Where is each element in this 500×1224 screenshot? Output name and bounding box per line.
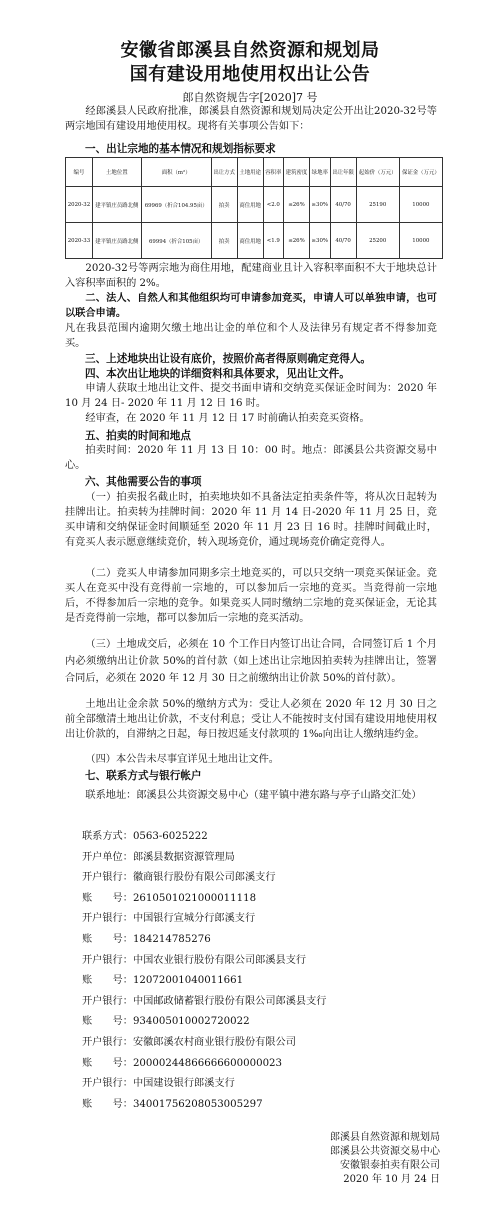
table-cell: 40/70 <box>330 223 356 259</box>
table-cell: 建平镇庄员路北侧 <box>92 223 141 259</box>
contact-line <box>82 951 306 966</box>
table-header-cell: 起始价（万元） <box>356 158 399 187</box>
contact-line <box>82 1054 282 1069</box>
table-cell: 拍卖 <box>211 187 237 223</box>
section-6-item-1: （一）拍卖报名截止时，拍卖地块如不具备法定拍卖条件等，将从次日起转为挂牌出让。拍卖转为挂牌时间：2020 年 11 月 14 日-2020 年 11 月 25 日，竞买申请和交纳保证金时间顺延至 2020 年 11 月 23 日 16 时。挂牌时间截止时，有竞买人表示愿意继续竞价，转入现场竞价，通过现场竞价确定竞得人。 <box>65 492 437 548</box>
contact-line-value: 34001756208053005297 <box>132 1098 263 1110</box>
document-number: 郎自然资规告字[2020]7 号 <box>182 91 318 104</box>
table-row <box>66 187 443 223</box>
contact-line-value: 安徽郎溪农村商业银行股份有限公司 <box>132 1037 296 1048</box>
contact-line-label: 开户银行： <box>82 872 133 884</box>
contact-line <box>82 909 255 924</box>
table-cell: 2020-32 <box>66 187 93 223</box>
table-cell: 69969（折合104.95亩） <box>141 187 211 223</box>
section-6-item-3b: 土地出让金余款 50%的缴纳方式为：受让人必须在 2020 年 12 月 30 日之前全部缴清土地出让价款，不支付利息；受让人不能按时支付国有建设用地使用权出让价款的，自滞纳之日起，每日按迟延支付款项的 1‰向出让人缴纳违约金。 <box>65 699 437 740</box>
contact-line-label: 开户单位： <box>82 851 133 863</box>
contact-line-value: 中国建设银行郎溪支行 <box>132 1078 235 1090</box>
section-3-heading: 三、上述地块出让设有底价，按照价高者得原则确定竞得人。 <box>85 353 372 365</box>
contact-line-value: 0563-6025222 <box>132 831 208 842</box>
section-4-text-1: 申请人获取土地出让文件、提交书面申请和交纳竞买保证金时间为：2020 年 10 月 24 日- 2020 年 11 月 12 日 16 时。 <box>65 383 437 409</box>
table-header-cell: 土地位置 <box>92 158 141 187</box>
section-7-heading: 七、联系方式与银行帐户 <box>85 770 202 782</box>
contact-line-value: 12072001040011661 <box>132 975 244 987</box>
contact-line-value: 20000244866666600000023 <box>132 1057 283 1069</box>
contact-line-value: 中国农业银行股份有限公司郎溪县支行 <box>132 954 307 966</box>
section-4-heading: 四、本次出让地块的详细资料和具体要求，见出让文件。 <box>85 368 350 380</box>
table-cell: 商住用地 <box>237 187 263 223</box>
contact-line <box>82 1033 296 1048</box>
table-cell: 25200 <box>356 223 399 259</box>
table-header-cell: 绿地率 <box>309 158 330 187</box>
table-row <box>66 223 443 259</box>
table-header-cell: 容积率 <box>263 158 283 187</box>
contact-address-label: 联系地址： <box>85 790 137 801</box>
table-header-cell: 建筑密度 <box>283 158 309 187</box>
table-header-cell: 土地用途 <box>237 158 263 187</box>
table-cell: ≤26% <box>283 223 309 259</box>
contact-line-label: 账 号： <box>82 934 133 945</box>
signature-date: 2020 年 10 月 24 日 <box>343 1174 440 1185</box>
table-header-cell: 面积（m²） <box>141 158 211 187</box>
section-1-note: 2020-32号等两宗地为商住用地，配建商业且计入容积率面积不大于地块总计入容积率面积的 2%。 <box>65 263 437 289</box>
table-cell: ≥30% <box>309 223 330 259</box>
section-1-heading: 一、出让宗地的基本情况和规划指标要求 <box>85 143 276 155</box>
contact-line <box>82 827 208 842</box>
table-cell: 拍卖 <box>211 223 237 259</box>
signature-org-1: 郎溪县自然资源和规划局 <box>330 1132 440 1143</box>
section-2-text: 凡在我县范围内逾期欠缴土地出让金的单位和个人及法律另有规定者不得参加竞买。 <box>65 323 437 349</box>
table-header-cell: 保证金（万元） <box>399 158 442 187</box>
table-cell: 商住用地 <box>237 223 263 259</box>
contact-line-label: 开户银行： <box>82 954 133 966</box>
table-cell: 40/70 <box>330 187 356 223</box>
section-6-item-4: （四）本公告未尽事宜详见土地出让文件。 <box>85 754 279 765</box>
contact-line-value: 徽商银行股份有限公司郎溪支行 <box>132 872 276 884</box>
signature-org-3: 安徽银泰拍卖有限公司 <box>340 1160 440 1171</box>
contact-address <box>65 786 445 806</box>
contact-line <box>82 1095 263 1110</box>
section-6-heading: 六、其他需要公告的事项 <box>85 476 202 488</box>
title-line-1: 安徽省郎溪县自然资源和规划局 <box>120 40 380 61</box>
table-header-row <box>66 158 443 187</box>
contact-line-label: 开户银行： <box>82 1078 133 1090</box>
contact-line-label: 账 号： <box>82 892 133 904</box>
contact-line-label: 账 号： <box>82 1098 133 1110</box>
table-cell: 建平镇庄员路北侧 <box>92 187 141 223</box>
contact-line-label: 账 号： <box>82 1057 133 1069</box>
contact-line-label: 账 号： <box>82 975 133 987</box>
contact-line <box>82 848 235 863</box>
contact-address-value: 郎溪县公共资源交易中心（建平镇中港东路与亭子山路交汇处） <box>136 790 422 801</box>
table-header-cell: 出让年限 <box>330 158 356 187</box>
table-cell: 10000 <box>399 187 442 223</box>
table-header-cell: 出让方式 <box>211 158 237 187</box>
section-2-heading: 二、法人、自然人和其他组织均可申请参加竞买，申请人可以单独申请，也可以联合申请。 <box>65 293 437 319</box>
section-5-heading: 五、拍卖的时间和地点 <box>85 430 191 442</box>
table-cell: <1.9 <box>263 223 283 259</box>
table-header-cell: 编号 <box>66 158 93 187</box>
parcel-table <box>65 157 443 259</box>
contact-line-value: 934005010002720022 <box>132 1016 250 1028</box>
table-cell: 69994（折合105亩） <box>141 223 211 259</box>
section-4-text-2: 经审查，在 2020 年 11 月 12 日 17 时前确认拍卖竞买资格。 <box>85 413 370 424</box>
contact-line-label: 开户银行： <box>82 913 133 925</box>
contact-line-value: 中国银行宣城分行郎溪支行 <box>132 913 256 925</box>
contact-line <box>82 1012 250 1027</box>
section-6-item-3: （三）土地成交后，必须在 10 个工作日内签订出让合同，合同签订后 1 个月内必须缴纳出让价款 50%的首付款（如上述出让宗地因拍卖转为挂牌出让，签署合同后，必须在 2020 年 12 月 30 日之前缴纳出让价款 50%的首付款）。 <box>65 639 437 684</box>
section-6-item-2: （二）竞买人申请参加同期多宗土地竞买的，可以只交纳一项竞买保证金。竞买人在竞买中没有竞得前一宗地的，可以参加后一宗地的竞买。当竞得前一宗地后，不得参加后一宗地的竞争。如果竞买人同时缴纳二宗地的竞买保证金，无论其是否竞得前一宗地，都可以参加后一宗地的竞买活动。 <box>65 568 437 624</box>
table-cell: ≥30% <box>309 187 330 223</box>
table-cell: 2020-33 <box>66 223 93 259</box>
contact-line-value: 2610501021000011118 <box>132 892 257 904</box>
contact-line <box>82 930 211 945</box>
contact-line <box>82 889 256 904</box>
table-cell: 25190 <box>356 187 399 223</box>
contact-line-label: 开户银行： <box>82 995 133 1007</box>
contact-line-label: 开户银行： <box>82 1037 133 1048</box>
intro-paragraph: 经郎溪县人民政府批准，郎溪县自然资源和规划局决定公开出让2020-32号等两宗地国有建设用地使用权。现将有关事项公告如下： <box>65 106 437 132</box>
contact-line <box>82 971 243 986</box>
contact-line <box>82 992 327 1007</box>
contact-line <box>82 1074 235 1089</box>
contact-line-value: 中国邮政储蓄银行股份有限公司郎溪县支行 <box>132 995 327 1007</box>
contact-line-label: 账 号： <box>82 1016 133 1028</box>
table-cell: 10000 <box>399 223 442 259</box>
contact-line-value: 郎溪县数据资源管理局 <box>132 851 235 863</box>
table-cell: <2.0 <box>263 187 283 223</box>
table-cell: ≤26% <box>283 187 309 223</box>
contact-line-value: 184214785276 <box>132 934 211 945</box>
section-5-text: 拍卖时间：2020 年 11 月 13 日 10：00 时。地点：郎溪县公共资源交易中心。 <box>65 445 437 471</box>
contact-line-label: 联系方式： <box>82 831 133 842</box>
title-line-2: 国有建设用地使用权出让公告 <box>129 64 371 85</box>
signature-org-2: 郎溪县公共资源交易中心 <box>330 1146 440 1157</box>
contact-line <box>82 868 276 883</box>
